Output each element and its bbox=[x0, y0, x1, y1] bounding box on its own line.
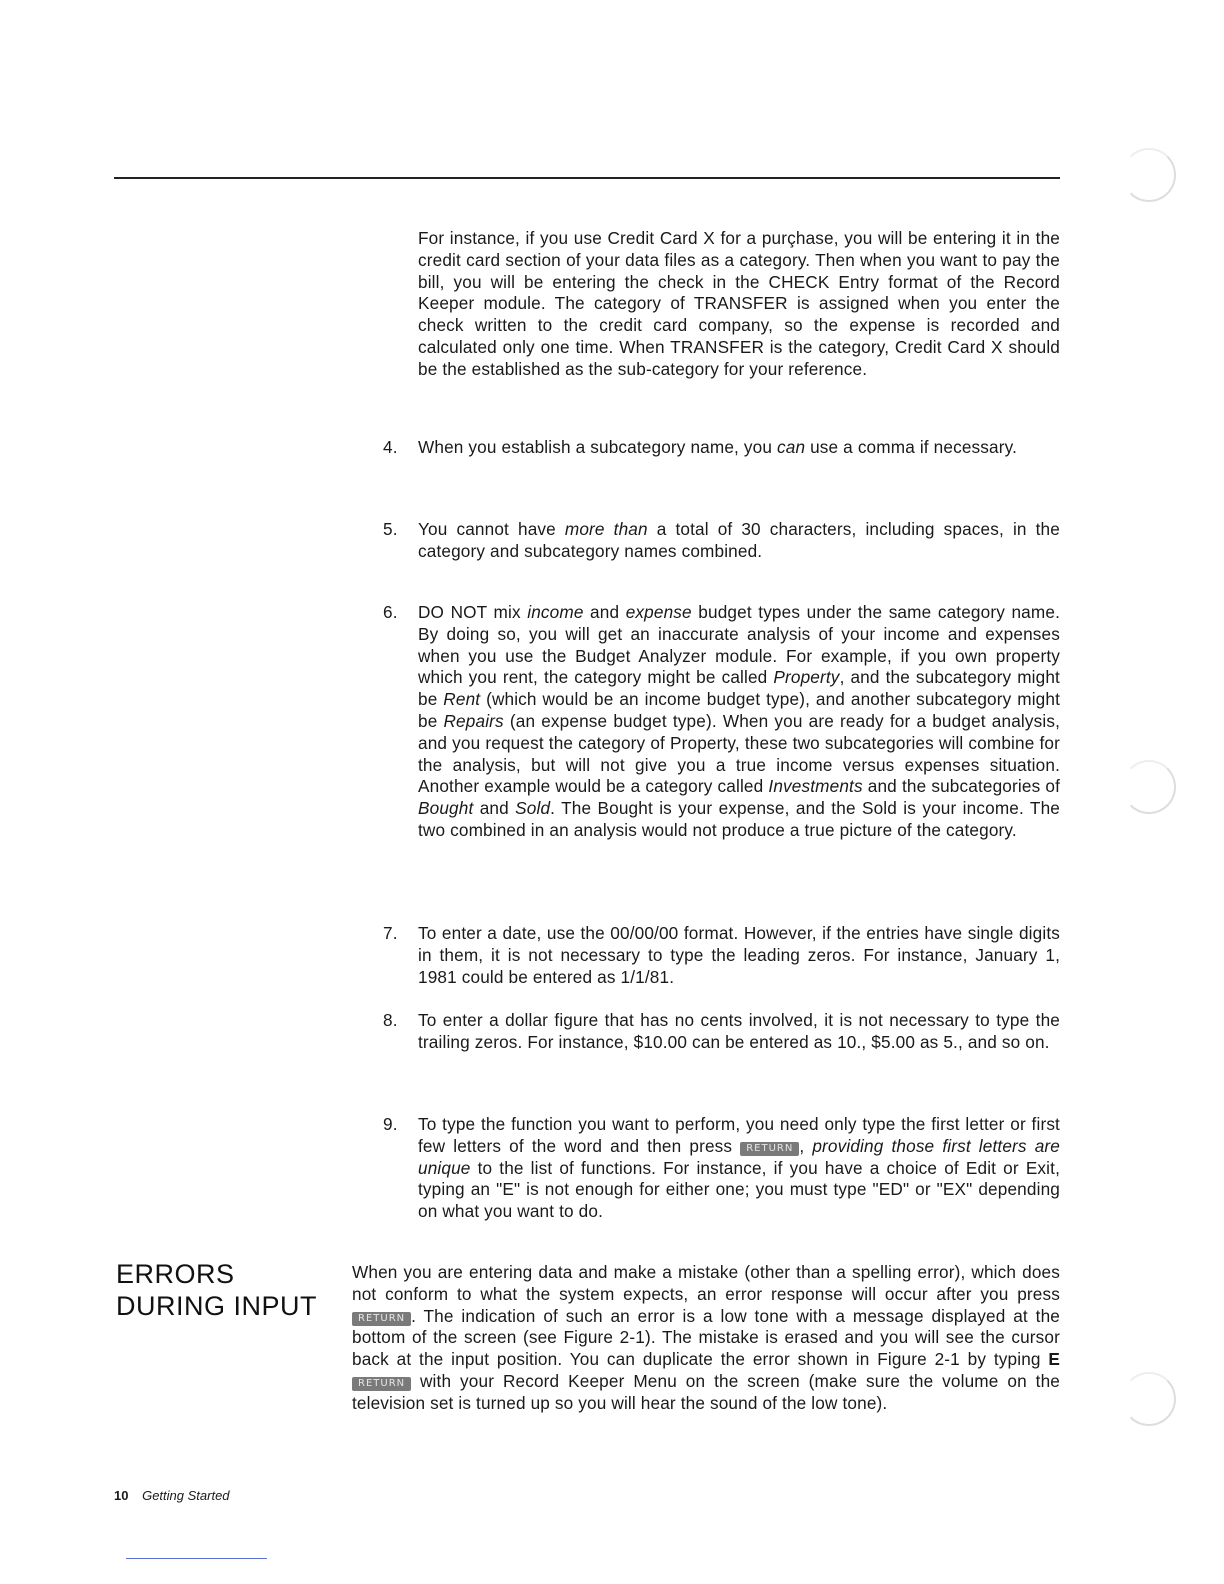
emphasis: Sold bbox=[515, 798, 551, 819]
return-key: RETURN bbox=[352, 1312, 411, 1326]
item-number: 9. bbox=[383, 1114, 398, 1134]
emphasis: can bbox=[777, 437, 806, 457]
list-item bbox=[383, 602, 1060, 842]
emphasis: providing those first letters are unique bbox=[418, 1135, 1060, 1178]
header-rule bbox=[114, 177, 1060, 179]
list-item bbox=[383, 437, 1060, 459]
item-text: To enter a dollar figure that has no cents involved, it is not necessary to type the trailing zeros. For instance, $10.00 can be entered as 10., $5.00 as 5., and so on. bbox=[418, 1010, 1060, 1052]
page-number: 10 bbox=[114, 1488, 129, 1503]
item-number: 5. bbox=[383, 519, 398, 539]
footer-title: Getting Started bbox=[142, 1488, 230, 1503]
item-number: 7. bbox=[383, 923, 398, 943]
item-number: 8. bbox=[383, 1010, 398, 1030]
page-footer bbox=[114, 1488, 230, 1503]
binder-hole-bottom bbox=[1122, 1372, 1176, 1426]
bold-key-text: E bbox=[1048, 1349, 1060, 1370]
emphasis: Repairs bbox=[443, 710, 504, 731]
scan-mark bbox=[126, 1558, 267, 1559]
emphasis: more than bbox=[564, 519, 648, 539]
emphasis: Bought bbox=[418, 798, 474, 819]
section-heading-line2: DURING INPUT bbox=[116, 1291, 317, 1321]
item-text: To enter a date, use the 00/00/00 format. However, if the entries have single digits in them, it is not necessary to type the leading zeros. For instance, January 1, 1981 could be entered as 1/1/81. bbox=[418, 923, 1060, 987]
section-heading bbox=[116, 1258, 336, 1322]
item-number: 4. bbox=[383, 437, 398, 457]
return-key: RETURN bbox=[352, 1377, 411, 1391]
emphasis: Property bbox=[773, 667, 840, 688]
item-text: To type the function you want to perform, you need only type the first letter or first few letters of the word and then press RETURN , providing those first letters are unique to the list of functions. For instance, if you have a choice of Edit or Exit, typing an "E" is not enough for either one; you must type "ED" or "EX" depending on what you want to do. bbox=[418, 1114, 1060, 1222]
list-item bbox=[383, 923, 1060, 988]
intro-paragraph: For instance, if you use Credit Card X for a purçhase, you will be entering it in the credit card section of your data files as a category. Then when you want to pay the bill, you will be entering the check in the CHECK Entry format of the Record Keeper module. The category of TRANSFER is assigned when you enter the check written to the credit card company, so the expense is recorded and calculated only one time. When TRANSFER is the category, Credit Card X should be the established as the sub-category for your reference. bbox=[418, 228, 1060, 379]
errors-paragraph: When you are entering data and make a mistake (other than a spelling error), which does not conform to what the system expects, an error response will occur after you press RETURN . The indication of such an error is a low tone with a message displayed at the bottom of the screen (see Figure 2-1). The mistake is erased and you will see the cursor back at the input position. You can duplicate the error shown in Figure 2-1 by typing E RETURN with your Record Keeper Menu on the screen (make sure the volume on the television set is turned up so you will hear the sound of the low tone). bbox=[352, 1262, 1060, 1413]
section-heading-line1: ERRORS bbox=[116, 1259, 235, 1289]
binder-hole-top bbox=[1122, 148, 1176, 202]
return-key: RETURN bbox=[740, 1142, 799, 1156]
list-item bbox=[383, 1010, 1060, 1054]
item-text: When you establish a subcategory name, you can use a comma if necessary. bbox=[418, 437, 1017, 457]
list-item bbox=[383, 1114, 1060, 1223]
emphasis: Rent bbox=[443, 689, 481, 710]
emphasis: income bbox=[527, 602, 584, 622]
item-text: DO NOT mix income and expense budget types under the same category name. By doing so, you will get an inaccurate analysis of your income and expenses when you use the Budget Analyzer module. For example, if you own property which you rent, the category might be called Property, and the subcategory might be Rent (which would be an income budget type), and another subcategory might be Repairs (an expense budget type). When you are ready for a budget analysis, and you request the category of Property, these two subcategories will combine for the analysis, but will not give you a true income versus expenses situation. Another example would be a category called Investments and the subcategories of Bought and Sold. The Bought is your expense, and the Sold is your income. The two combined in an analysis would not produce a true picture of the category. bbox=[418, 602, 1061, 840]
item-number: 6. bbox=[383, 602, 398, 622]
emphasis: expense bbox=[625, 602, 692, 622]
list-item bbox=[383, 519, 1060, 563]
binder-hole-middle bbox=[1122, 760, 1176, 814]
emphasis: Investments bbox=[768, 776, 863, 797]
item-text: You cannot have more than a total of 30 characters, including spaces, in the category and subcategory names combined. bbox=[418, 519, 1060, 561]
